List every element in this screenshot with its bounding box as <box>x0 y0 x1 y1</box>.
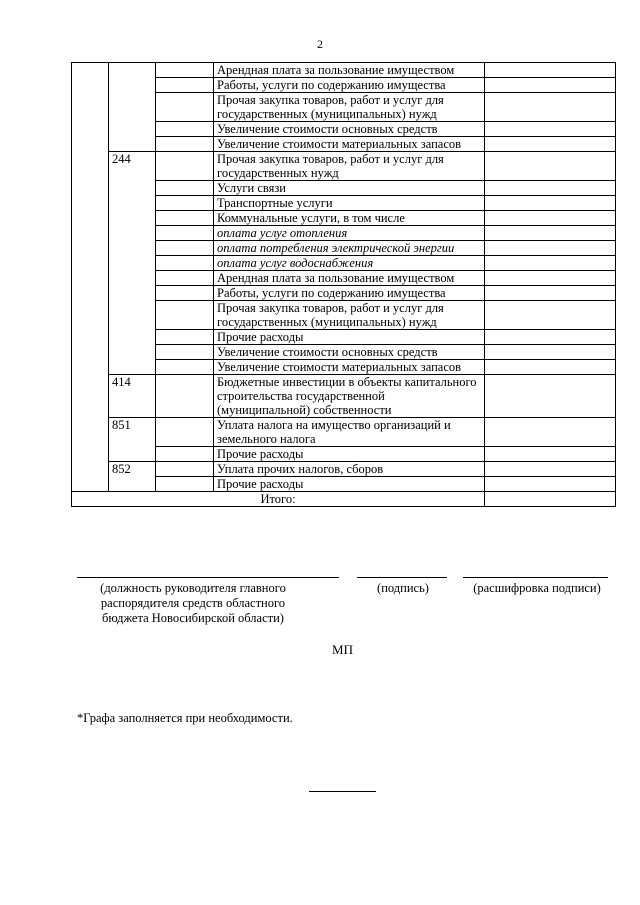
subcode-cell <box>156 63 214 78</box>
amount-cell <box>485 286 616 301</box>
total-row <box>72 492 616 507</box>
table-row <box>72 152 616 181</box>
subcode-cell <box>156 330 214 345</box>
subcode-cell <box>156 360 214 375</box>
amount-cell <box>485 122 616 137</box>
amount-cell <box>485 330 616 345</box>
amount-cell <box>485 196 616 211</box>
total-label: Итого: <box>72 492 485 507</box>
subcode-cell <box>156 196 214 211</box>
subcode-cell <box>156 271 214 286</box>
subcode-cell <box>156 345 214 360</box>
decoding-caption: (расшифровка подписи) <box>473 581 601 595</box>
table-row <box>72 418 616 447</box>
expense-name-cell: Коммунальные услуги, в том числе <box>214 211 485 226</box>
amount-cell <box>485 345 616 360</box>
subcode-cell <box>156 462 214 477</box>
amount-cell <box>485 241 616 256</box>
table-row <box>72 375 616 418</box>
expense-name-cell: Арендная плата за пользование имуществом <box>214 271 485 286</box>
expense-name-cell: Прочая закупка товаров, работ и услуг для государственных (муниципальных) нужд <box>214 93 485 122</box>
amount-cell <box>485 360 616 375</box>
subcode-cell <box>156 256 214 271</box>
expense-name-cell: Бюджетные инвестиции в объекты капитального строительства государственной (муниципальной) собственности <box>214 375 485 418</box>
amount-cell <box>485 271 616 286</box>
budget-table <box>71 62 616 507</box>
expense-code-cell <box>109 63 156 152</box>
amount-cell <box>485 137 616 152</box>
end-line <box>309 791 376 792</box>
subcode-cell <box>156 418 214 447</box>
expense-name-cell: Услуги связи <box>214 181 485 196</box>
signature-caption: (подпись) <box>377 581 429 595</box>
expense-name-cell: Работы, услуги по содержанию имущества <box>214 286 485 301</box>
subcode-cell <box>156 78 214 93</box>
subcode-cell <box>156 152 214 181</box>
amount-cell <box>485 447 616 462</box>
subcode-cell <box>156 211 214 226</box>
amount-cell <box>485 462 616 477</box>
expense-name-cell: Увеличение стоимости основных средств <box>214 345 485 360</box>
expense-name-cell: Уплата прочих налогов, сборов <box>214 462 485 477</box>
amount-cell <box>485 477 616 492</box>
subcode-cell <box>156 301 214 330</box>
subcode-cell <box>156 447 214 462</box>
expense-name-cell: Арендная плата за пользование имуществом <box>214 63 485 78</box>
subcode-cell <box>156 137 214 152</box>
subcode-cell <box>156 181 214 196</box>
expense-name-cell: Уплата налога на имущество организаций и земельного налога <box>214 418 485 447</box>
expense-name-cell: Прочие расходы <box>214 330 485 345</box>
expense-name-cell: Транспортные услуги <box>214 196 485 211</box>
subcode-cell <box>156 93 214 122</box>
expense-name-cell: оплата услуг водоснабжения <box>214 256 485 271</box>
expense-code-cell: 244 <box>109 152 156 375</box>
position-caption: (должность руководителя главного распорядителя средств областного бюджета Новосибирской области) <box>100 581 286 625</box>
expense-name-cell: оплата услуг отопления <box>214 226 485 241</box>
amount-cell <box>485 78 616 93</box>
subcode-cell <box>156 375 214 418</box>
amount-cell <box>485 152 616 181</box>
subcode-cell <box>156 286 214 301</box>
section-cell <box>72 63 109 492</box>
signature-line <box>357 577 447 578</box>
amount-cell <box>485 256 616 271</box>
expense-code-cell: 851 <box>109 418 156 462</box>
expense-name-cell: Прочая закупка товаров, работ и услуг для государственных нужд <box>214 152 485 181</box>
decoding-signature-line <box>463 577 608 578</box>
expense-name-cell: Увеличение стоимости основных средств <box>214 122 485 137</box>
subcode-cell <box>156 477 214 492</box>
expense-name-cell: Прочие расходы <box>214 477 485 492</box>
expense-name-cell: оплата потребления электрической энергии <box>214 241 485 256</box>
amount-cell <box>485 418 616 447</box>
expense-name-cell: Прочая закупка товаров, работ и услуг для государственных (муниципальных) нужд <box>214 301 485 330</box>
amount-cell <box>485 181 616 196</box>
position-signature-line <box>77 577 339 578</box>
total-amount-cell <box>485 492 616 507</box>
amount-cell <box>485 375 616 418</box>
amount-cell <box>485 93 616 122</box>
footnote: *Графа заполняется при необходимости. <box>77 711 293 725</box>
amount-cell <box>485 226 616 241</box>
page-number: 2 <box>317 37 323 51</box>
subcode-cell <box>156 241 214 256</box>
amount-cell <box>485 63 616 78</box>
table-row <box>72 462 616 477</box>
amount-cell <box>485 301 616 330</box>
subcode-cell <box>156 122 214 137</box>
expense-code-cell: 414 <box>109 375 156 418</box>
amount-cell <box>485 211 616 226</box>
expense-name-cell: Увеличение стоимости материальных запасов <box>214 137 485 152</box>
expense-name-cell: Работы, услуги по содержанию имущества <box>214 78 485 93</box>
expense-code-cell: 852 <box>109 462 156 492</box>
expense-name-cell: Прочие расходы <box>214 447 485 462</box>
subcode-cell <box>156 226 214 241</box>
stamp-label: МП <box>332 642 353 657</box>
expense-name-cell: Увеличение стоимости материальных запасов <box>214 360 485 375</box>
table-row <box>72 63 616 78</box>
